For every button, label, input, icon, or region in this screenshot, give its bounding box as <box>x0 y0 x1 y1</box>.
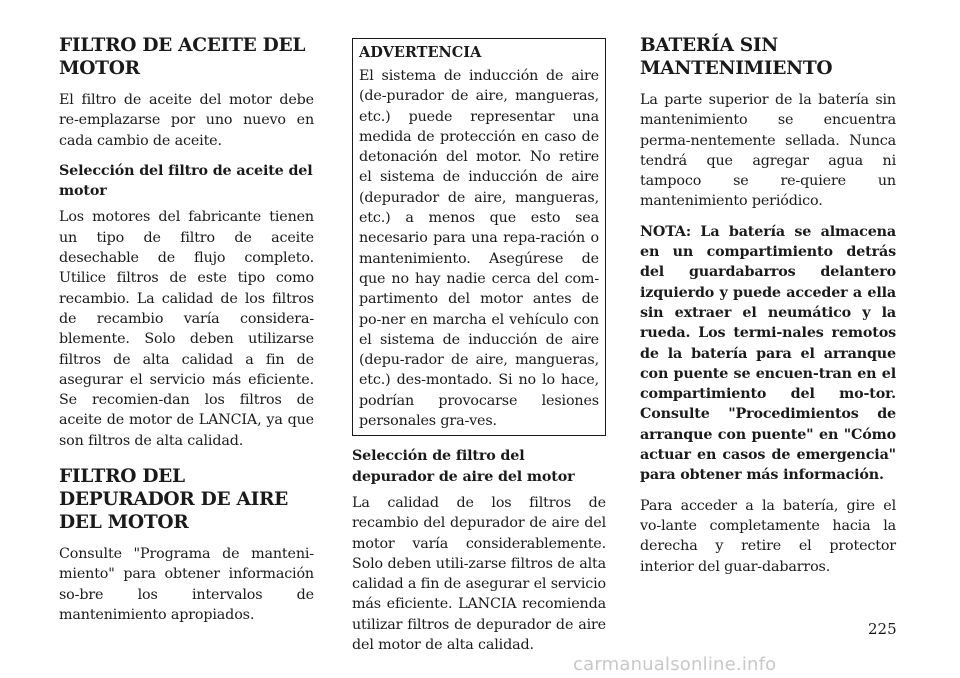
air-filter-selection-paragraph: La calidad de los filtros de recambio del depurador de aire del motor varía considerablemente. Solo deben utili-zarse filtros de alta calidad a fin de asegurar el servicio más eficiente. LANCIA recomienda utilizar filtros de depurador de aire del motor de alta calidad. <box>352 494 606 654</box>
left-column <box>59 34 314 635</box>
warning-box <box>352 38 606 436</box>
middle-column <box>352 34 606 665</box>
air-cleaner-paragraph: Consulte "Programa de manteni-miento" para obtener información so-bre los intervalos de mantenimiento apropiados. <box>59 546 314 623</box>
battery-heading: BATERÍA SIN MANTENIMIENTO <box>640 35 833 79</box>
right-column <box>640 34 896 587</box>
oil-filter-selection-paragraph: Los motores del fabricante tienen un tipo de filtro de aceite desechable de flujo completo. Utilice filtros de este tipo como recambio. La calidad de los filtros de recambio varía considera-blemente. Solo deben utilizarse filtros de alta calidad a fin de asegurar el servicio más eficiente. Se recomien-dan los filtros de aceite de motor de LANCIA, ya que son filtros de alta calidad. <box>59 209 314 449</box>
oil-filter-paragraph: El filtro de aceite del motor debe re-emplazarse por uno nuevo en cada cambio de aceite. <box>59 92 314 149</box>
warning-title: ADVERTENCIA <box>359 44 482 61</box>
page-number: 225 <box>868 620 897 638</box>
air-filter-selection-subheading: Selección de filtro del depurador de aire del motor <box>352 448 575 485</box>
warning-text: El sistema de inducción de aire (de-purador de aire, mangueras, etc.) puede representar una medida de protección en caso de detonación del motor. No retire el sistema de inducción de aire (depurador de aire, mangueras, etc.) a menos que esto sea necesario para una repa-ración o mantenimiento. Asegúrese de que no hay nadie cerca del com-partimento del motor antes de po-ner en marcha el vehículo con el sistema de inducción de aire (depu-rador de aire, mangueras, etc.) des-montado. Si no lo hace, podrían provocarse lesiones personales gra-ves. <box>359 68 599 430</box>
air-cleaner-heading: FILTRO DEL DEPURADOR DE AIRE DEL MOTOR <box>59 466 289 534</box>
battery-access-paragraph: Para acceder a la batería, gire el vo-lante completamente hacia la derecha y retire el protector interior del guar-dabarros. <box>640 497 896 575</box>
battery-paragraph: La parte superior de la batería sin mantenimiento se encuentra perma-nentemente sellada. Nunca tendrá que agregar agua ni tampoco se re-quiere un mantenimiento periódico. <box>640 92 896 210</box>
watermark: carmanualsonline.info <box>573 654 777 675</box>
battery-note: NOTA: La batería se almacena en un compartimiento detrás del guardabarros delantero izquierdo y puede acceder a ella sin extraer el neumático y la rueda. Los termi-nales remotos de la batería para el arranque con puente se encuen-tran en el compartimiento del mo-tor. Consulte "Procedimientos de arranque con puente" en "Cómo actuar en casos de emergencia" para obtener más información. <box>640 223 896 484</box>
oil-filter-selection-subheading: Selección del filtro de aceite del motor <box>59 162 313 200</box>
oil-filter-heading: FILTRO DE ACEITE DEL MOTOR <box>59 35 306 79</box>
